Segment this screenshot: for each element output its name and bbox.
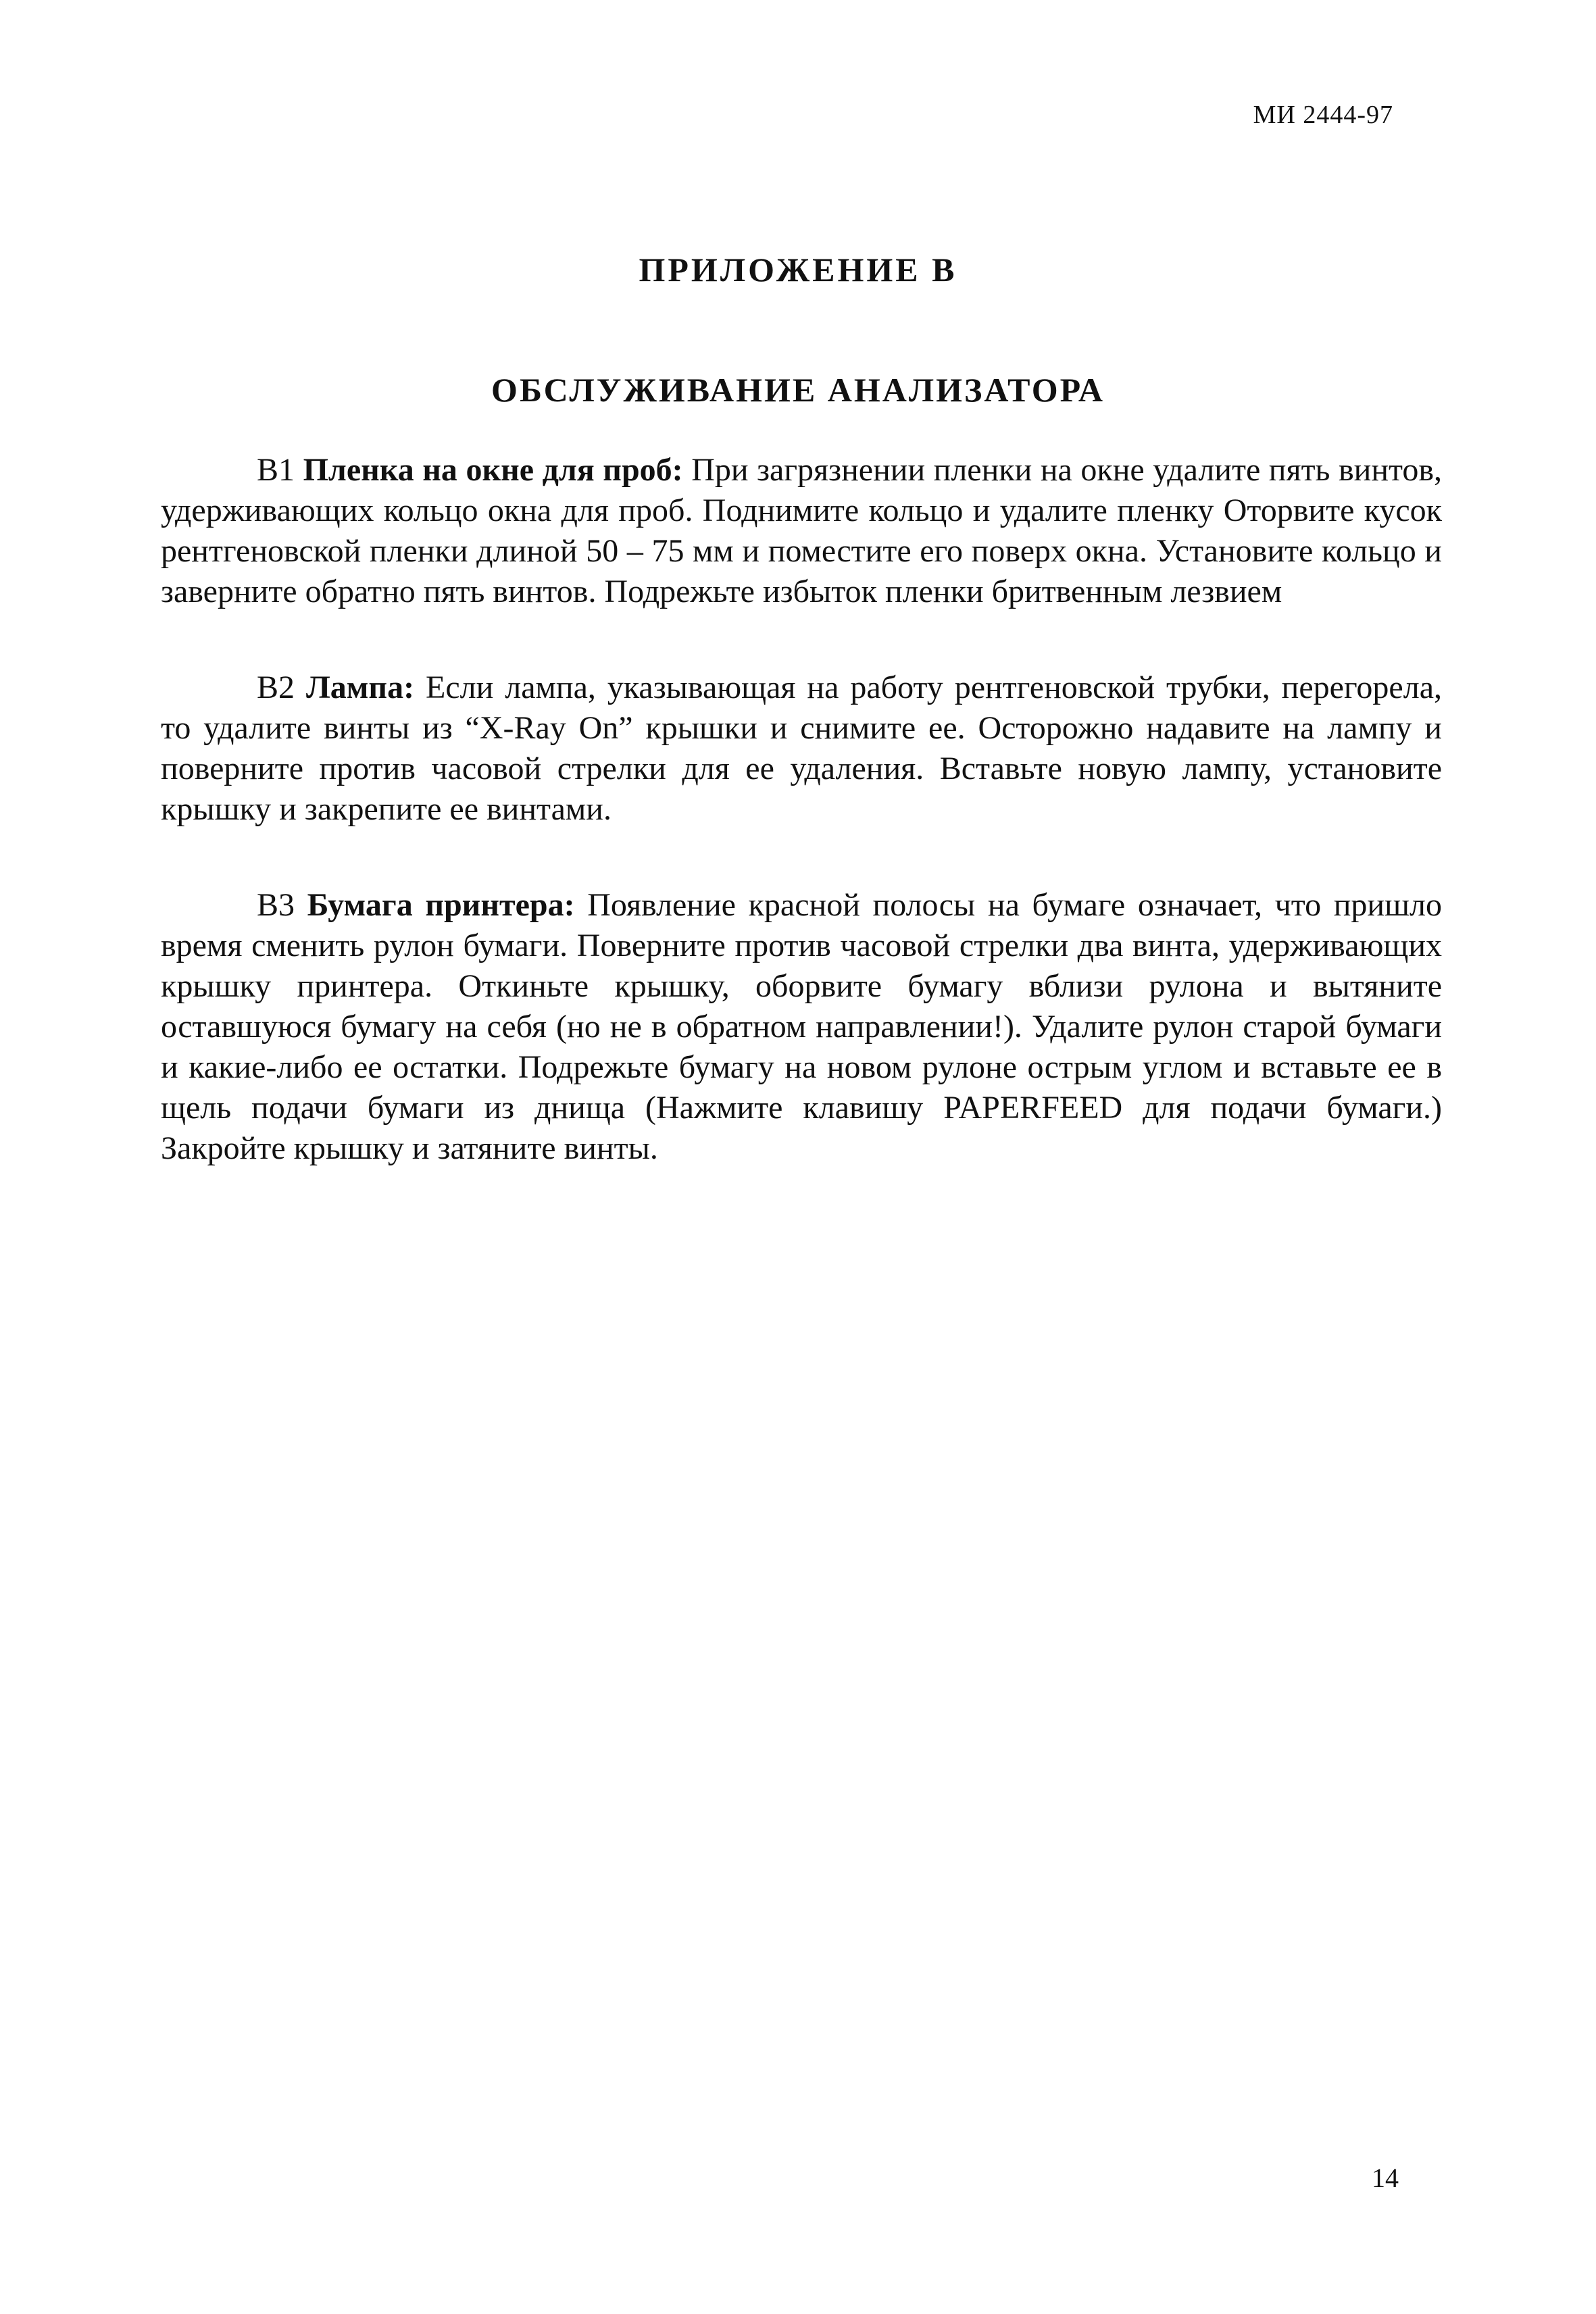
paragraph-text: Появление красной полосы на бумаге означает, что пришло время сменить рулон бумаги. Поверните против часовой стрелки два винта, удерживающих крышку принтера. Откиньте крышку, оборвите бумагу вблизи рулона и вытяните оставшуюся бумагу на себя (но не в обратном направлении!). Удалите рулон старой бумаги и какие-либо ее остатки. Подрежьте бумагу на новом рулоне острым углом и вставьте ее в щель подачи бумаги из днища (Нажмите клавишу PAPERFEED для подачи бумаги.) Закройте крышку и затяните винты. bbox=[161, 887, 1442, 1166]
paragraph-text: Если лампа, указывающая на работу рентгеновской трубки, перегорела, то удалите винты из “X-Ray On” крышки и снимите ее. Осторожно надавите на лампу и поверните против часовой стрелки для ее удаления. Вставьте новую лампу, установите крышку и закрепите ее винтами. bbox=[161, 670, 1442, 827]
paragraph-lead: Бумага принтера: bbox=[307, 887, 575, 923]
paragraph-lead: Пленка на окне для проб: bbox=[303, 452, 683, 488]
paragraph-b1 bbox=[161, 450, 1442, 612]
paragraph-text: При загрязнении пленки на окне удалите пять винтов, удерживающих кольцо окна для проб. Поднимите кольцо и удалите пленку Оторвите кусок рентгеновской пленки длиной 50 – 75 мм и поместите его поверх окна. Установите кольцо и заверните обратно пять винтов. Подрежьте избыток пленки бритвенным лезвием bbox=[161, 452, 1443, 609]
section-title: ОБСЛУЖИВАНИЕ АНАЛИЗАТОРА bbox=[491, 371, 1105, 409]
body-text bbox=[161, 450, 1442, 1224]
document-code: МИ 2444-97 bbox=[1253, 101, 1393, 129]
paragraph-lead: Лампа: bbox=[305, 670, 415, 705]
paragraph-b2 bbox=[161, 668, 1442, 830]
paragraph-number: В3 bbox=[257, 887, 295, 923]
paragraph-number: В2 bbox=[257, 670, 295, 705]
appendix-title: ПРИЛОЖЕНИЕ В bbox=[639, 251, 957, 288]
paragraph-number: В1 bbox=[257, 452, 295, 488]
paragraph-b3 bbox=[161, 885, 1442, 1169]
page-number: 14 bbox=[1372, 2163, 1399, 2193]
